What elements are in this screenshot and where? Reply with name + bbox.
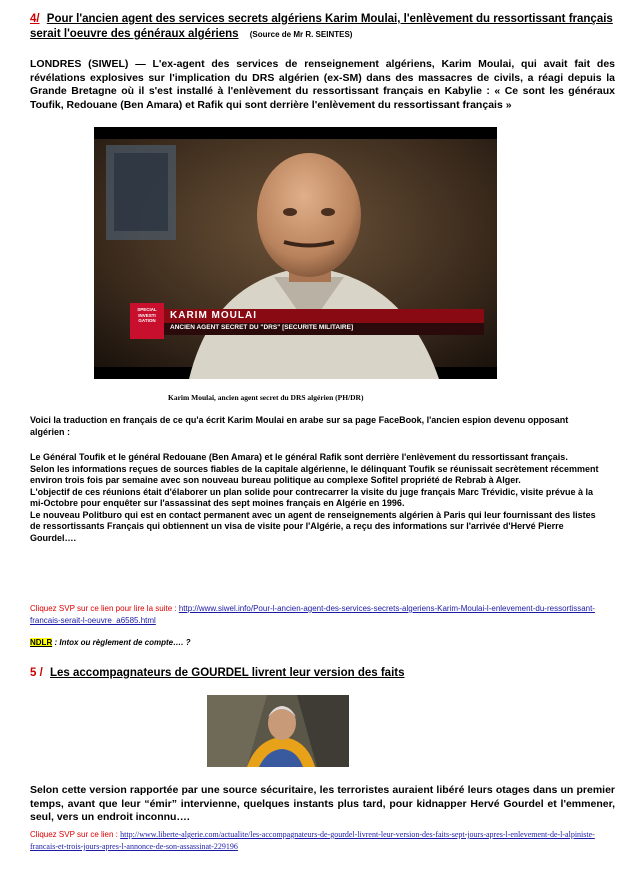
body-paragraph: Le Général Toufik et le général Redouane (Ben Amara) et le général Rafik sont derrière l'enlèvement du ressortissant français. xyxy=(30,452,568,462)
portrait-image xyxy=(207,695,349,767)
article-5-paragraph: Selon cette version rapportée par une source sécuritaire, les terroristes auraient libéré leurs otages dans un premier temps, avant que leur “émir” intervienne, quelques instants plus tard, pour kidnapper Hervé Gourdel et l'emmener, seul, vers un endroit inconnu…. xyxy=(30,784,615,823)
article-4-number: 4/ xyxy=(30,13,40,25)
body-paragraph: L'objectif de ces réunions était d'élaborer un plan solide pour contrecarrer la visite du juge français Marc Trévidic, visite prévue à la mi-Octobre pour enquêter sur l'assassinat des sept moines français en Algérie en 1996. xyxy=(30,486,593,508)
special-investigation-badge: SPECIAL INVESTI GATION xyxy=(137,307,157,323)
article-5-title: Les accompagnateurs de GOURDEL livrent leur version des faits xyxy=(50,667,405,679)
karim-moulai-photo xyxy=(94,127,497,379)
ndlr-note xyxy=(30,638,190,647)
ndlr-text: : Intox ou règlement de compte…. ? xyxy=(54,638,191,647)
siwel-article-link[interactable]: http://www.siwel.info/Pour-l-ancien-agent-des-services-secrets-algeriens-Karim-Moulai-l-enlevement-du-ressortissant-francais-serait-l-oeuvre_a6585.html xyxy=(30,604,595,625)
ndlr-label: NDLR xyxy=(30,638,53,647)
article-4-heading xyxy=(30,12,615,42)
link-prefix: Cliquez SVP sur ce lien pour lire la suite : xyxy=(30,604,177,613)
body-paragraph: Le nouveau Politburo qui est en contact permanent avec un agent de renseignements algérien à Paris qui leur fournissant des listes de ressortissants Français qui obtiennent un visa de visite pour l'Algérie, a reçu des informations sur l'arrivée d'Hervé Pierre Gourdel…. xyxy=(30,509,596,543)
lower-third-subtitle: ANCIEN AGENT SECRET DU "DRS" [SECURITE MILITAIRE] xyxy=(170,324,354,331)
article-5-heading xyxy=(30,667,404,679)
translation-intro: Voici la traduction en français de ce qu'a écrit Karim Moulai en arabe sur sa page FaceBook, l'ancien espion devenu opposant algérien : xyxy=(30,415,569,437)
article-4-title: Pour l'ancien agent des services secrets algériens Karim Moulai, l'enlèvement du ressortissant français serait l'oeuvre des généraux algériens xyxy=(30,13,613,40)
tv-still-image xyxy=(94,127,497,379)
link-prefix: Cliquez SVP sur ce lien : xyxy=(30,830,118,839)
article-4-intro: LONDRES (SIWEL) — L'ex-agent des services de renseignement algériens, Karim Moulai, qui avait fait des révélations explosives sur l'implication du DRS algérien (ex-SM) dans des massacres de civils, a réagi depuis la Grande Bretagne où il s'est installé à l'enlèvement du ressortissant français en Kabylie : « Ce sont les généraux Toufik, Redouane (Ben Amara) et Rafik qui sont derrière l'enlèvement du ressortissant français » xyxy=(30,58,615,111)
article-5-link-line xyxy=(30,829,615,852)
article-4-source: (Source de Mr R. SEINTES) xyxy=(249,30,353,39)
body-paragraph: Selon les informations reçues de sources fiables de la capitale algérienne, le délinquant Toufik se réunissait secrètement récemment environ trois fois par semaine avec son nouveau bureau politique au complexe Sofitel propriété de Rebrab à Alger. xyxy=(30,463,599,485)
article-4-link-line xyxy=(30,603,605,626)
gourdel-photo xyxy=(207,695,349,767)
lower-third-name: KARIM MOULAI xyxy=(170,310,257,321)
article-4-body xyxy=(30,452,600,544)
photo-caption: Karim Moulai, ancien agent secret du DRS algérien (PH/DR) xyxy=(168,393,364,402)
liberte-algerie-link[interactable]: http://www.liberte-algerie.com/actualite/les-accompagnateurs-de-gourdel-livrent-leur-version-des-faits-sept-jours-apres-l-enlevement-de-l-alpiniste-francais-et-trois-jours-apres-l-annonce-de-son-assassinat-229196 xyxy=(30,830,595,851)
article-5-number: 5 / xyxy=(30,667,43,679)
